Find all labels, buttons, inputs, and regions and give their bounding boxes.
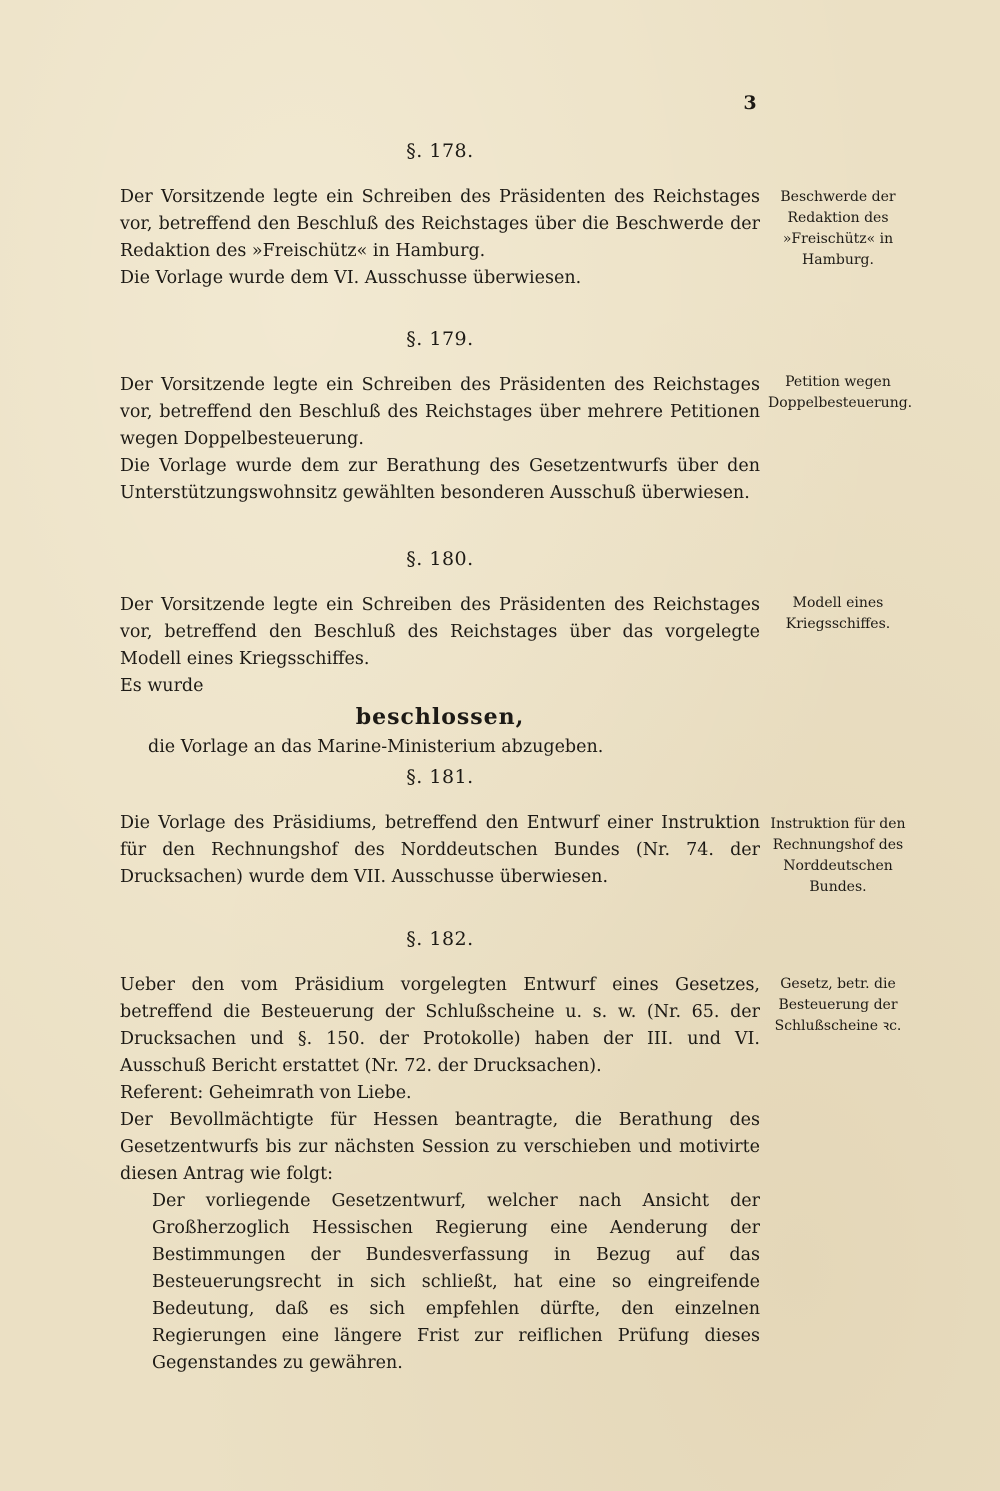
paragraph: die Vorlage an das Marine-Ministerium abzugeben. bbox=[148, 737, 604, 757]
paragraph: Der Vorsitzende legte ein Schreiben des Präsidenten des Reichstages vor, betreffend den Beschluß des Reichstages über das vorgelegte Modell eines Kriegsschiffes. bbox=[120, 595, 760, 669]
section-heading: §. 178. bbox=[406, 140, 474, 162]
quoted-statement: Der vorliegende Gesetzentwurf, welcher nach Ansicht der Großherzoglich Hessischen Regierung eine Aenderung der Bestimmungen der Bundesverfassung in Bezug auf das Besteuerungsrecht in sich schließt, hat eine so eingreifende Bedeutung, daß es sich empfehlen dürfte, den einzelnen Regierungen eine längere Frist zur reiflichen Prüfung dieses Gegenstandes zu gewähren. bbox=[152, 1191, 760, 1373]
referent-line: Referent: Geheimrath von Liebe. bbox=[120, 1083, 412, 1103]
resolution-word: beschlossen, bbox=[355, 704, 525, 730]
section-180 bbox=[120, 548, 760, 761]
paragraph: Die Vorlage wurde dem zur Berathung des Gesetzentwurfs über den Unterstützungswohnsitz gewählten besonderen Ausschuß überwiesen. bbox=[120, 456, 760, 503]
section-heading: §. 179. bbox=[406, 328, 474, 350]
margin-note: Beschwerde der Redaktion des »Freischütz« in Hamburg. bbox=[780, 189, 896, 268]
section-heading: §. 180. bbox=[406, 548, 474, 570]
margin-note: Instruktion für den Rechnungshof des Norddeutschen Bundes. bbox=[770, 816, 906, 895]
section-182 bbox=[120, 928, 760, 1377]
section-181 bbox=[120, 766, 760, 891]
paragraph: Der Vorsitzende legte ein Schreiben des Präsidenten des Reichstages vor, betreffend den Beschluß des Reichstages über die Beschwerde der Redaktion des »Freischütz« in Hamburg. bbox=[120, 187, 760, 261]
paragraph: Ueber den vom Präsidium vorgelegten Entwurf eines Gesetzes, betreffend die Besteuerung der Schlußscheine u. s. w. (Nr. 65. der Drucksachen und §. 150. der Protokolle) haben der III. und VI. Ausschuß Bericht erstattet (Nr. 72. der Drucksachen). bbox=[120, 975, 760, 1076]
margin-note: Gesetz, betr. die Besteuerung der Schlußscheine ꝛc. bbox=[774, 976, 902, 1034]
section-178 bbox=[120, 140, 760, 292]
margin-note: Modell eines Kriegsschiffes. bbox=[785, 595, 891, 632]
paragraph: Die Vorlage wurde dem VI. Ausschusse überwiesen. bbox=[120, 268, 582, 288]
margin-note: Petition wegen Doppelbesteuerung. bbox=[768, 374, 913, 411]
section-heading: §. 181. bbox=[406, 766, 474, 788]
section-179 bbox=[120, 328, 760, 507]
paragraph: Es wurde bbox=[120, 676, 204, 696]
paragraph: Der Vorsitzende legte ein Schreiben des Präsidenten des Reichstages vor, betreffend den Beschluß des Reichstages über mehrere Petitionen wegen Doppelbesteuerung. bbox=[120, 375, 760, 449]
section-heading: §. 182. bbox=[406, 928, 474, 950]
paragraph: Die Vorlage des Präsidiums, betreffend den Entwurf einer Instruktion für den Rechnungshof des Norddeutschen Bundes (Nr. 74. der Drucksachen) wurde dem VII. Ausschusse überwiesen. bbox=[120, 813, 760, 887]
paragraph: Der Bevollmächtigte für Hessen beantragte, die Berathung des Gesetzentwurfs bis zur nächsten Session zu verschieben und motivirte diesen Antrag wie folgt: bbox=[120, 1110, 760, 1184]
page-number: 3 bbox=[743, 92, 757, 114]
